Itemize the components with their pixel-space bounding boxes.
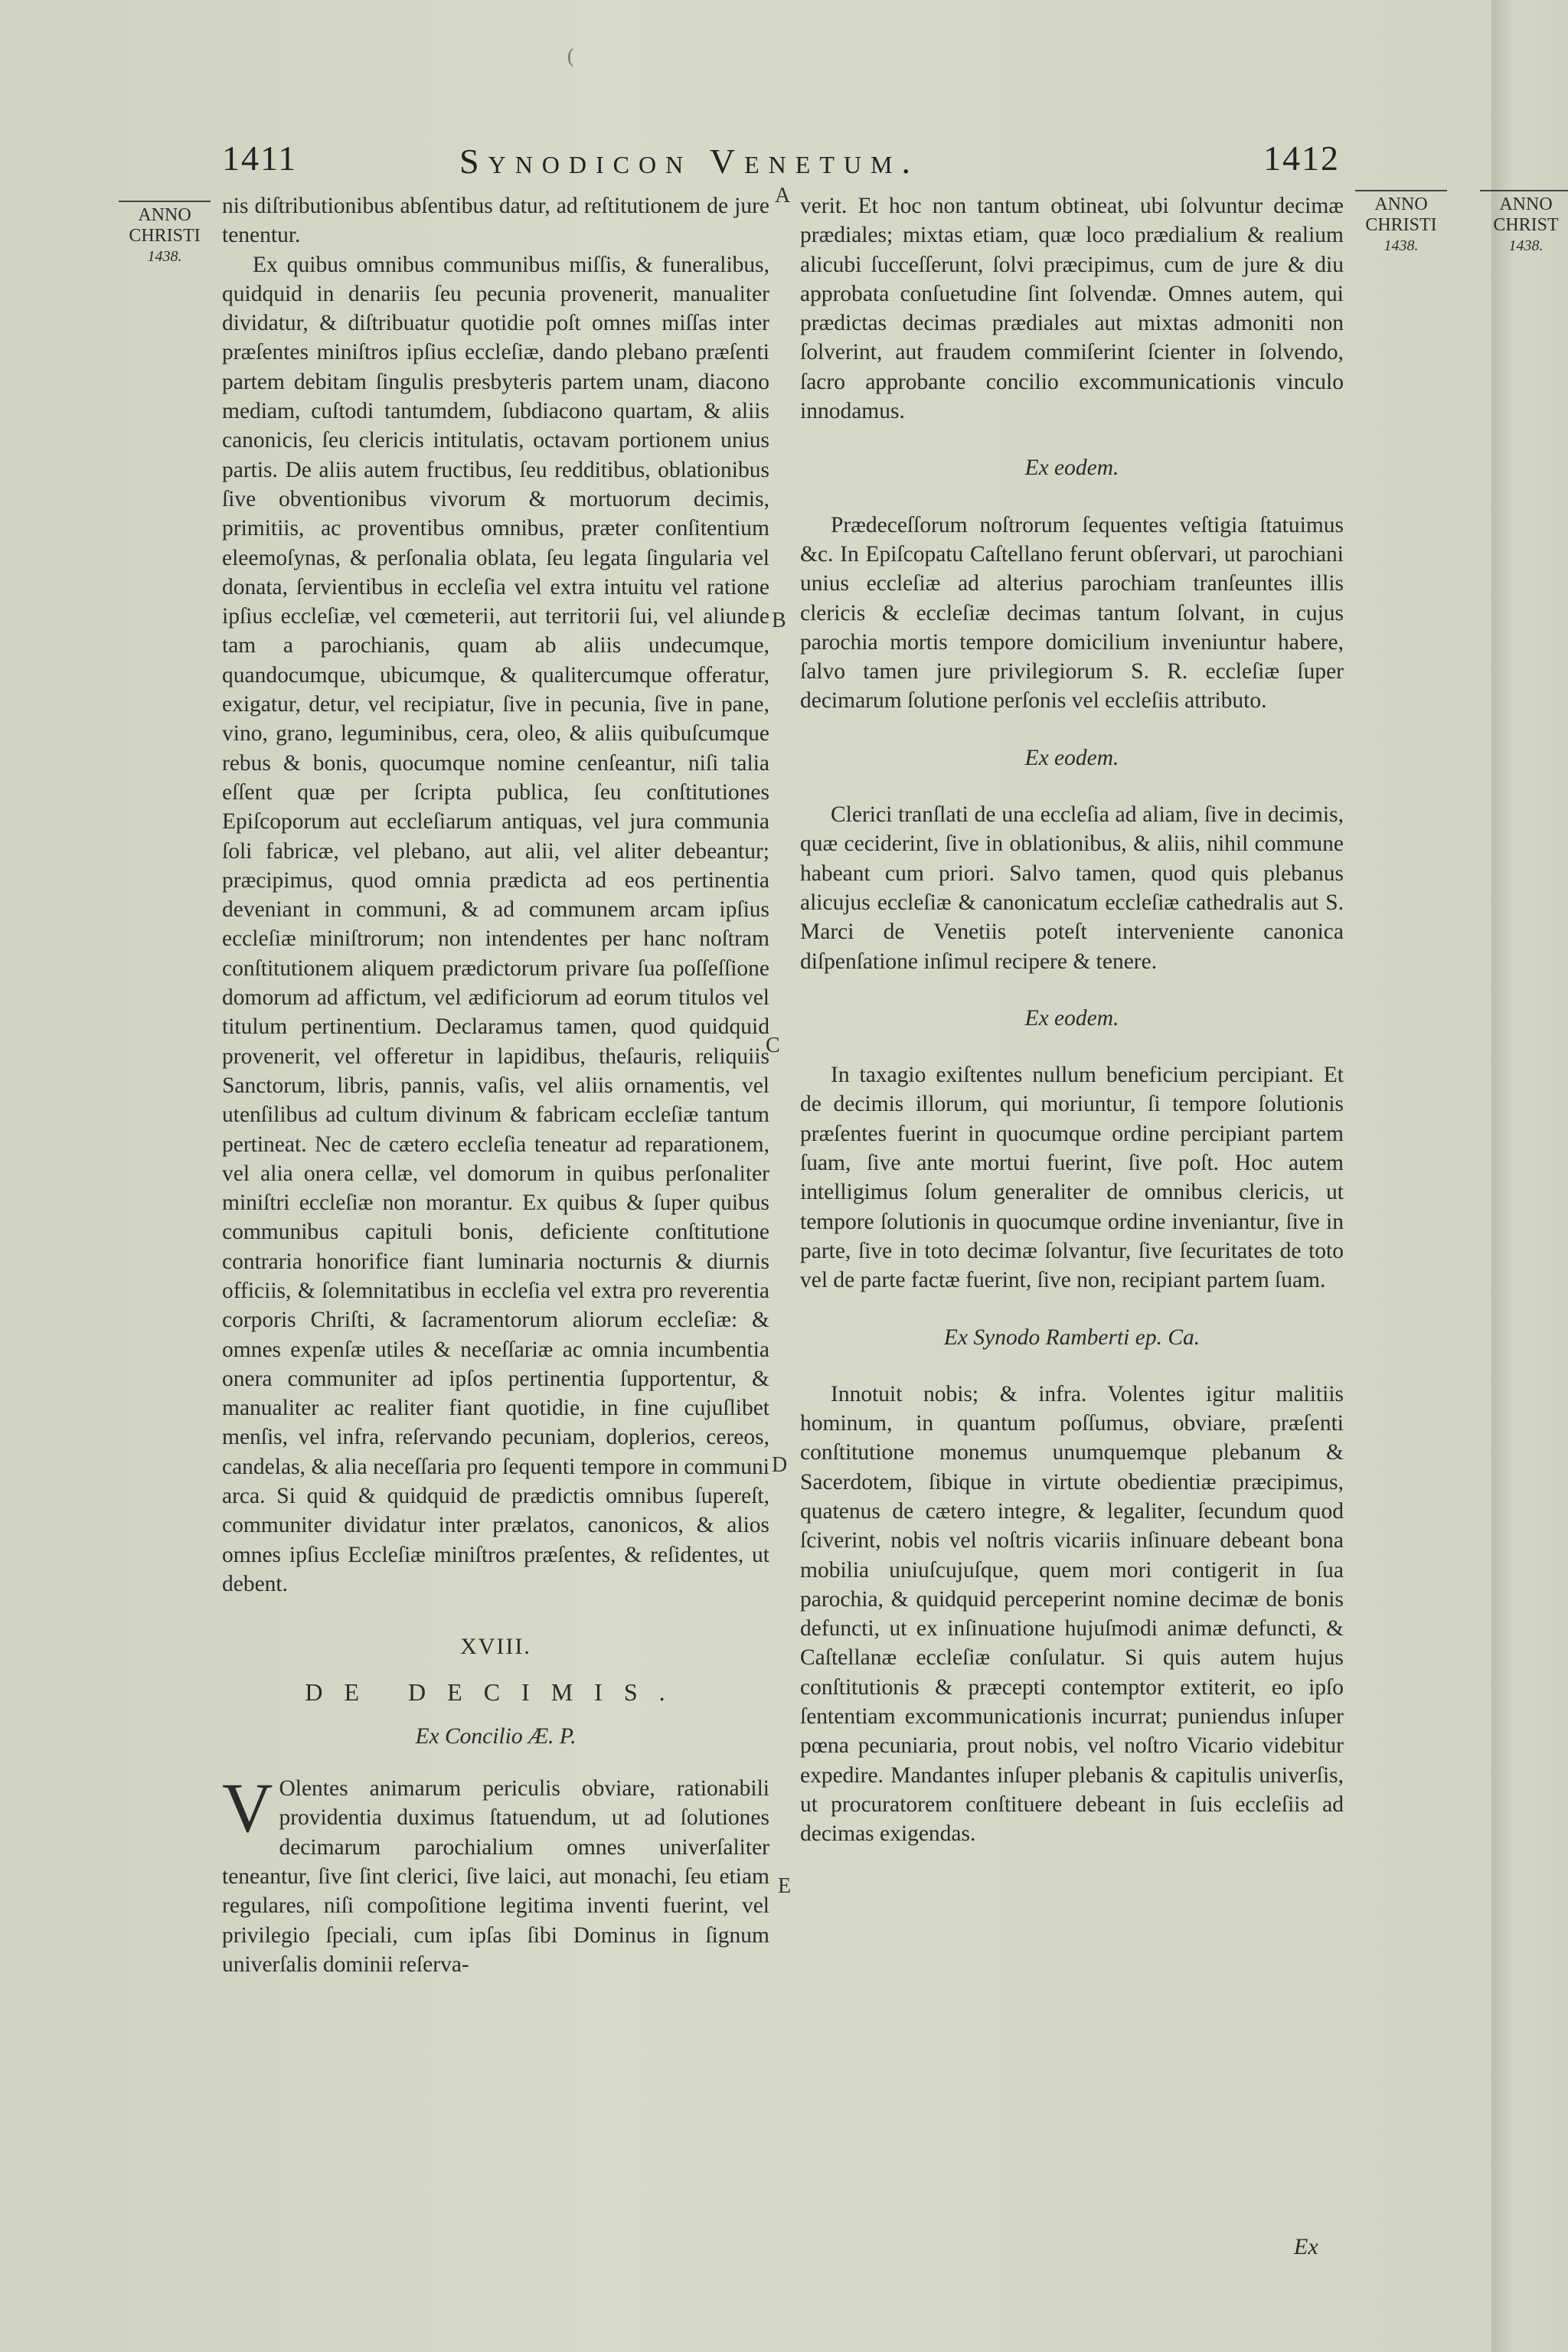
paragraph: Clerici tranſlati de una eccleſia ad aliam, ſive in decimis, quæ ceciderint, ſive in oblationibus, & aliis, nihil commune habeant cum priori. Salvo tamen, quod quis plebanus alicujus eccleſiæ & canonicatum eccleſiæ cathedralis aut S. Marci de Venetiis poteſt interveniente canonica diſpenſatione inſimul recipere & tenere. <box>800 802 1344 974</box>
margin-year: 1438. <box>147 248 182 265</box>
next-page-edge <box>1491 0 1568 2352</box>
margin-rule <box>1480 190 1568 191</box>
margin-christi: CHRISTI <box>129 226 201 246</box>
margin-note-left <box>115 201 214 267</box>
section-marker-c: C <box>766 1034 780 1057</box>
margin-year: 1438. <box>1383 237 1419 254</box>
margin-note-edge <box>1476 190 1568 256</box>
section-marker-a: A <box>775 184 791 207</box>
page-number-left: 1411 <box>222 139 298 178</box>
paragraph: Innotuit nobis; & infra. Volentes igitur malitiis hominum, in quantum poſſumus, obviare, præſenti conſtitutione monemus unumquemque plebanum & Sacerdotem, ſibique in virtute obedientiæ præcipimus, quatenus de cætero integre, & legaliter, ſecundum quod ſciverint, nobis vel noſtris vicariis inſinuare debeant bona mobilia uniuſcujuſque, quem mori contigerit in ſua parochia, & quidquid perceperint nomine decimæ de bonis defuncti, ut ex inſinuatione hujuſmodi animæ defuncti, & Caſtellanæ eccleſiæ conſulatur. Si quis autem hujus conſtitutionis & præcepti contemptor extiterit, eo ipſo ſententiam excommunicationis incurrat; puniendus inſuper pœna pecuniaria, prout nobis, vel noſtro Vicario videbitur expedire. Mandantes inſuper plebanis & capitulis univerſis, ut procuratorem conſtituere debeant in ſuis eccleſiis ad decimas exigendas. <box>800 1381 1344 1847</box>
section-marker-e: E <box>778 1874 792 1898</box>
chapter-number: XVIII. <box>460 1634 531 1660</box>
chapter-title: DE DECIMIS. <box>305 1677 687 1706</box>
margin-anno: ANNO <box>138 205 191 225</box>
margin-year: 1438. <box>1508 237 1544 254</box>
catchword: Ex <box>1294 2234 1318 2259</box>
paragraph: verit. Et hoc non tantum obtineat, ubi ſolvuntur decimæ prædiales; mixtas etiam, quæ loco prædialium & realium alicubi ſucceſſerunt, ſolvi præcipimus, cum de jure & diu approbata conſuetudine ſint ſolvendæ. Omnes autem, qui prædictas decimas prædiales aut mixtas admoniti non ſolverint, aut fraudem commiſerint ſcienter in ſolvendo, ſacro approbante concilio excommunicationis vinculo innodamus. <box>800 194 1344 424</box>
paragraph: In taxagio exiſtentes nullum beneficium percipiant. Et de decimis illorum, qui moriuntur, ſi tempore ſolutionis præſentes fuerint in quocumque ordine percipiant partem ſuam, ſive ante mortui fuerint, ſive poſt. Hoc autem intelligimus ſolum generaliter de omnibus clericis, ut tempore ſolutionis in quocumque ordine inveniantur, ſive in parte, ſive in toto decimæ ſolvantur, ſive ſecuritates de toto vel de parte factæ fuerint, ſive non, recipiant partem ſuam. <box>800 1063 1344 1293</box>
subheading: Ex eodem. <box>1024 1005 1119 1031</box>
subheading: Ex Concilio Æ. P. <box>415 1723 577 1749</box>
margin-christi: CHRISTI <box>1365 215 1437 235</box>
margin-christi: CHRIST <box>1493 215 1559 235</box>
page-header <box>214 138 1340 184</box>
subheading: Ex eodem. <box>1024 456 1119 481</box>
running-title: Synodicon Venetum. <box>459 142 920 181</box>
paragraph: nis diſtributionibus abſentibus datur, ad reſtitutionem de jure tenentur. <box>222 194 769 248</box>
left-column <box>222 191 769 1979</box>
subheading: Ex eodem. <box>1024 745 1119 770</box>
drop-cap: V <box>222 1769 273 1847</box>
margin-anno: ANNO <box>1374 194 1428 214</box>
page-number-right: 1412 <box>1263 139 1340 178</box>
margin-rule <box>119 201 211 202</box>
margin-note-right <box>1351 190 1451 256</box>
subheading: Ex Synodo Ramberti ep. Ca. <box>943 1325 1200 1350</box>
section-marker-d: D <box>772 1453 788 1477</box>
paragraph: Ex quibus omnibus communibus miſſis, & funeralibus, quidquid in denariis ſeu pecunia provenerit, manualiter dividatur, & diſtribuatur quotidie poſt omnes miſſas inter præſentes miniſtros ipſius eccleſiæ, dando plebano præſenti partem debitam ſingulis presbyteris partem unam, diacono mediam, cuſtodi tantumdem, ſubdiacono quartam, & aliis canonicis, ſeu clericis intitulatis, octavam portionem unius partis. De aliis autem fructibus, ſeu redditibus, oblationibus ſive obventionibus vivorum & mortuorum decimis, primitiis, ac proventibus omnibus, præter conſitentium eleemoſynas, & perſonalia oblata, ſeu legata ſingularia vel donata, ſervientibus in eccleſia vel extra intuitu vel ratione ipſius eccleſiæ, vel cœmeterii, aut territorii ſui, vel aliunde tam a parochianis, quam ab aliis undecumque, quandocumque, ubicumque, & qualitercumque offeratur, exigatur, detur, vel recipiatur, ſive in pecunia, ſive in pane, vino, grano, leguminibus, cera, oleo, & aliis quibuſcumque rebus & bonis, quocumque nomine cenſeantur, niſi talia eſſent quæ per ſcripta publica, ſeu conſtitutiones Epiſcoporum aut eccleſiarum antiquas, vel jura communia ſoli fabricæ, vel plebano, aut alii, vel aliter debeantur; præcipimus, quod omnia prædicta ad eos pertinentia deveniant in communi, & ad communem arcam ipſius eccleſiæ miniſtrorum; non intendentes per hanc noſtram conſtitutionem aliquem prædictorum privare ſua poſſeſſione domorum ad affictum, vel ædificiorum ad eorum titulos vel titulum pertinentium. Declaramus tamen, quod quidquid provenerit, vel offeretur in lapidibus, theſauris, reliquiis Sanctorum, libris, pannis, vaſis, vel aliis ornamentis, vel utenſilibus ad cultum divinum & fabricam eccleſiæ tantum pertineat. Nec de cætero eccleſia teneatur ad reparationem, vel alia onera cellæ, vel domorum in quibus perſonaliter miniſtri eccleſiæ non morantur. Ex quibus & ſuper quibus communibus capituli bonis, deficiente conſtitutione contraria honorifice fiant luminaria nocturnis & diurnis officiis, & ſolemnitatibus in eccleſia vel extra pro reverentia corporis Chriſti, & ſacramentorum aliorum eccleſiæ: & omnes expenſæ utiles & neceſſariæ ac omnia incumbentia onera communiter ad ipſos pertinentia ſupportentur, & manualiter ac realiter fiant quotidie, in fine cujuſlibet menſis, vel infra, reſervando pecuniam, doplerios, cereos, candelas, & alia neceſſaria pro ſequenti tempore in communi arca. Si quid & quidquid de prædictis omnibus ſupereſt, communiter dividatur inter prælatos, canonicos, & alios omnes ipſius Eccleſiæ miniſtros præſentes, & reſidentes, ut debent. <box>222 252 769 1596</box>
paragraph-with-dropcap <box>222 1769 769 1979</box>
margin-anno: ANNO <box>1499 194 1553 214</box>
right-column <box>800 191 1344 1849</box>
margin-rule <box>1355 190 1447 191</box>
pencil-mark: ( <box>567 46 575 69</box>
paragraph-text: Olentes animarum periculis obviare, rationabili providentia duximus ſtatuendum, ut ad ſolutiones decimarum parochialium omnes univerſaliter teneantur, ſive ſint clerici, ſive laici, aut monachi, ſeu etiam regulares, niſi compoſitione legitima inventi fuerint, vel privilegio ſpeciali, cum ipſas ſibi Dominus in ſignum univerſalis dominii reſerva- <box>222 1776 769 1977</box>
paragraph: Prædeceſſorum noſtrorum ſequentes veſtigia ſtatuimus &c. In Epiſcopatu Caſtellano ferunt obſervari, ut parochiani unius eccleſiæ ad alterius parochiam tranſeuntes illis clericis & eccleſiæ decimas tantum ſolvant, in cujus parochia mortis tempore domicilium inveniuntur habere, ſalvo tamen jure privilegiorum S. R. eccleſiæ ſuper decimarum ſolutione perſonis vel eccleſiis attributo. <box>800 512 1344 714</box>
section-marker-b: B <box>772 609 786 632</box>
